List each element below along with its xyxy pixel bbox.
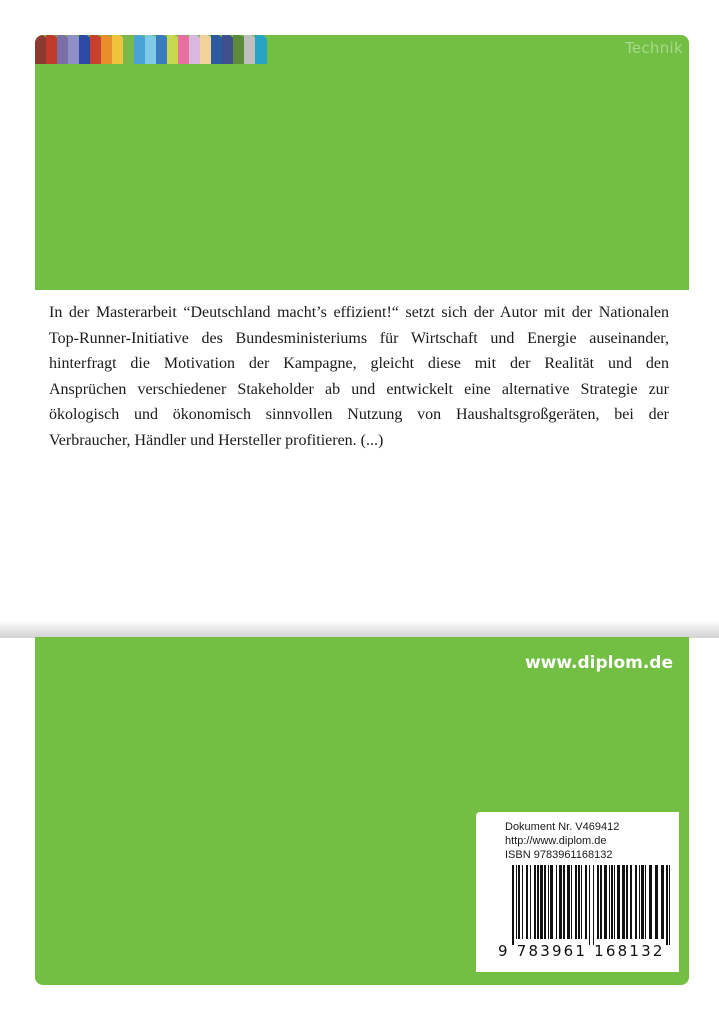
- publisher-url: http://www.diplom.de: [505, 835, 607, 847]
- description-line: ökologisch und ökonomisch sinnvollen Nutzung von Haushaltsgroßgeräten, bei der: [49, 406, 669, 424]
- document-number: Dokument Nr. V469412: [505, 821, 620, 833]
- category-label: Technik: [624, 39, 683, 57]
- bottom-cover-panel: [35, 637, 689, 985]
- color-stripe: [255, 35, 267, 64]
- barcode-digits: 9 783961 168132: [498, 942, 665, 960]
- barcode-icon: [512, 865, 672, 945]
- color-stripes: [35, 35, 266, 64]
- isbn-number: ISBN 9783961168132: [505, 849, 613, 861]
- description-line: hinterfragt die Motivation der Kampagne, gleicht diese mit der Realität und den: [49, 355, 669, 373]
- description-line: Verbraucher, Händler und Hersteller profitieren. (...): [49, 431, 384, 449]
- isbn-label-box: [476, 812, 679, 972]
- description-line: In der Masterarbeit “Deutschland macht’s effizient!“ setzt sich der Autor mit der Nationalen: [49, 304, 669, 321]
- top-cover-panel: [35, 35, 689, 290]
- book-description: [49, 300, 669, 454]
- description-line: Top-Runner-Initiative des Bundesministeriums für Wirtschaft und Energie auseinander,: [49, 329, 669, 347]
- page-fold-shadow: [0, 620, 719, 638]
- description-line: Ansprüchen verschiedener Stakeholder ab und entwickelt eine alternative Strategie zur: [49, 380, 669, 398]
- publisher-website: www.diplom.de: [524, 653, 673, 673]
